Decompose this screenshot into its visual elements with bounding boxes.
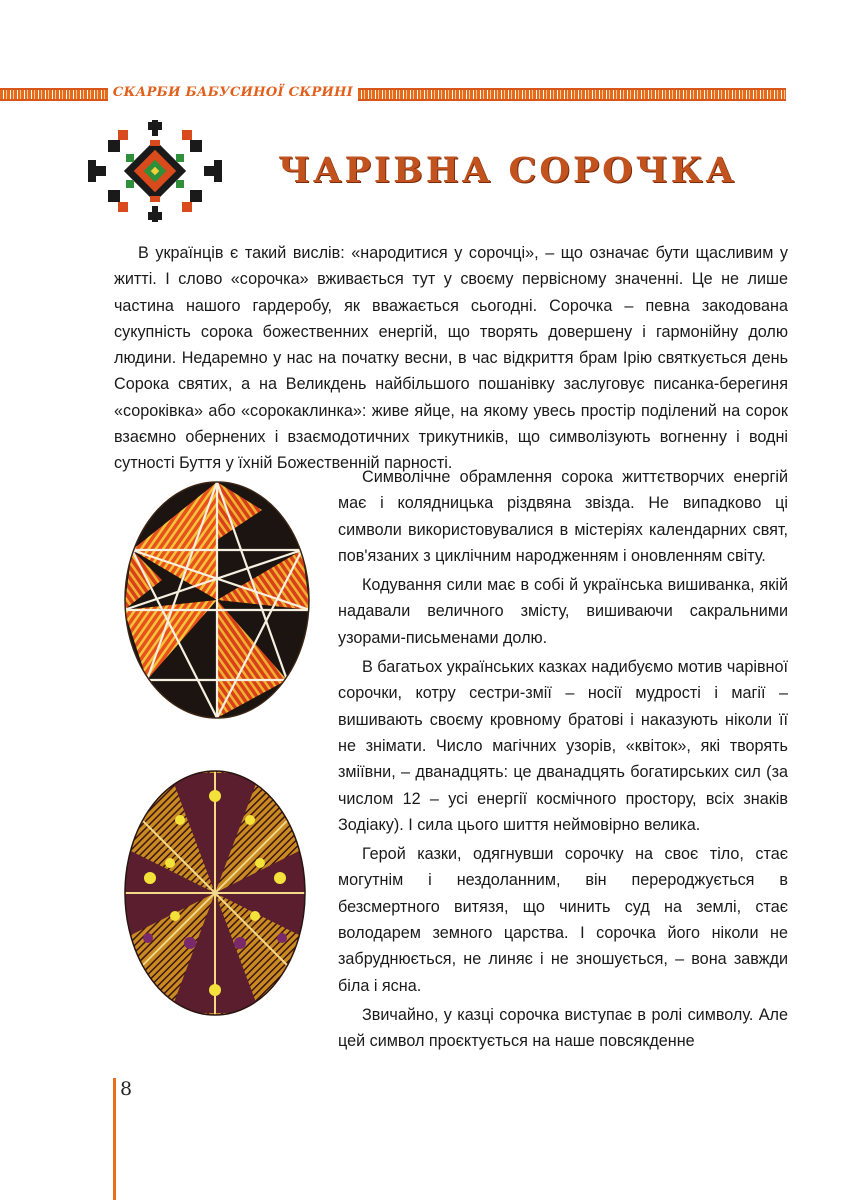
page-edge-rule xyxy=(113,1078,116,1200)
section-label: СКАРБИ БАБУСИНОЇ СКРИНІ xyxy=(112,85,354,100)
page-title: ЧАРІВНА СОРОЧКА xyxy=(278,150,737,191)
header-stripe-left xyxy=(0,88,108,101)
text-column xyxy=(338,464,788,1058)
pysanka-orange-black-icon xyxy=(122,480,312,720)
pysanka-yellow-dots-icon xyxy=(120,768,310,1018)
section-header-band xyxy=(0,84,790,106)
body-paragraph: Символічне обрамлення сорока життєтворчих енергій має і колядницька різдвяна звізда. Не випадково ці символи використовувалися в містеріях календарних свят, пов'язаних з циклічним народженням і оновленням світу. xyxy=(338,468,788,565)
embroidery-ornament-icon xyxy=(88,120,222,222)
intro-paragraph: В українців є такий вислів: «народитися у сорочці», – що означає бути щасливим у житті. І слово «сорочка» вживається тут у своєму первісному значенні. Це не лише частина нашого гардеробу, як вважається сьогодні. Сорочка – певна закодована сукупність сорока божественних енергій, що творять довершену і гармонійну долю людини. Недаремно у нас на початку весни, в час відкриття брам Ірію святкується день Сорока святих, а на Великдень найбільшого пошанівку заслуговує писанка-берегиня «сороківка» або «сорокаклинка»: живе яйце, на якому увесь простір поділений на сорок взаємно обернених і взаємодотичних трикутників, що символізують вогненну і водні сутності Буття у їхній Божественній парності. xyxy=(114,244,788,473)
page-number: 8 xyxy=(120,1078,133,1100)
header-stripe-right xyxy=(358,88,786,101)
body-paragraph: Кодування сили має в собі й українська вишиванка, якій надавали величного змісту, вишиваючи сакральними узорами-письменами долю. xyxy=(338,576,788,647)
body-paragraph: Герой казки, одягнувши сорочку на своє тіло, стає могутнім і нездоланним, він перероджується в безсмертного витязя, що чинить суд на землі, стає володарем земного царства. І сорочка його ніколи не забруднюється, не линяє і не зношується, – вона завжди біла і ясна. xyxy=(338,845,788,995)
body-paragraph: В багатьох українських казках надибуємо мотив чарівної сорочки, котру сестри-змії – носії мудрості і магії – вишивають своєму кровному братові і наказують ніколи її не знімати. Число магічних узорів, «квіток», які творять зміївни, – дванадцять: це дванадцять богатирських сил (за числом 12 – усі енергії космічного простору, всіх знаків Зодіаку). І сила цього шиття неймовірно велика. xyxy=(338,658,788,834)
body-paragraph: Звичайно, у казці сорочка виступає в ролі символу. Але цей символ проєктується на наше повсякденне xyxy=(338,1005,788,1051)
